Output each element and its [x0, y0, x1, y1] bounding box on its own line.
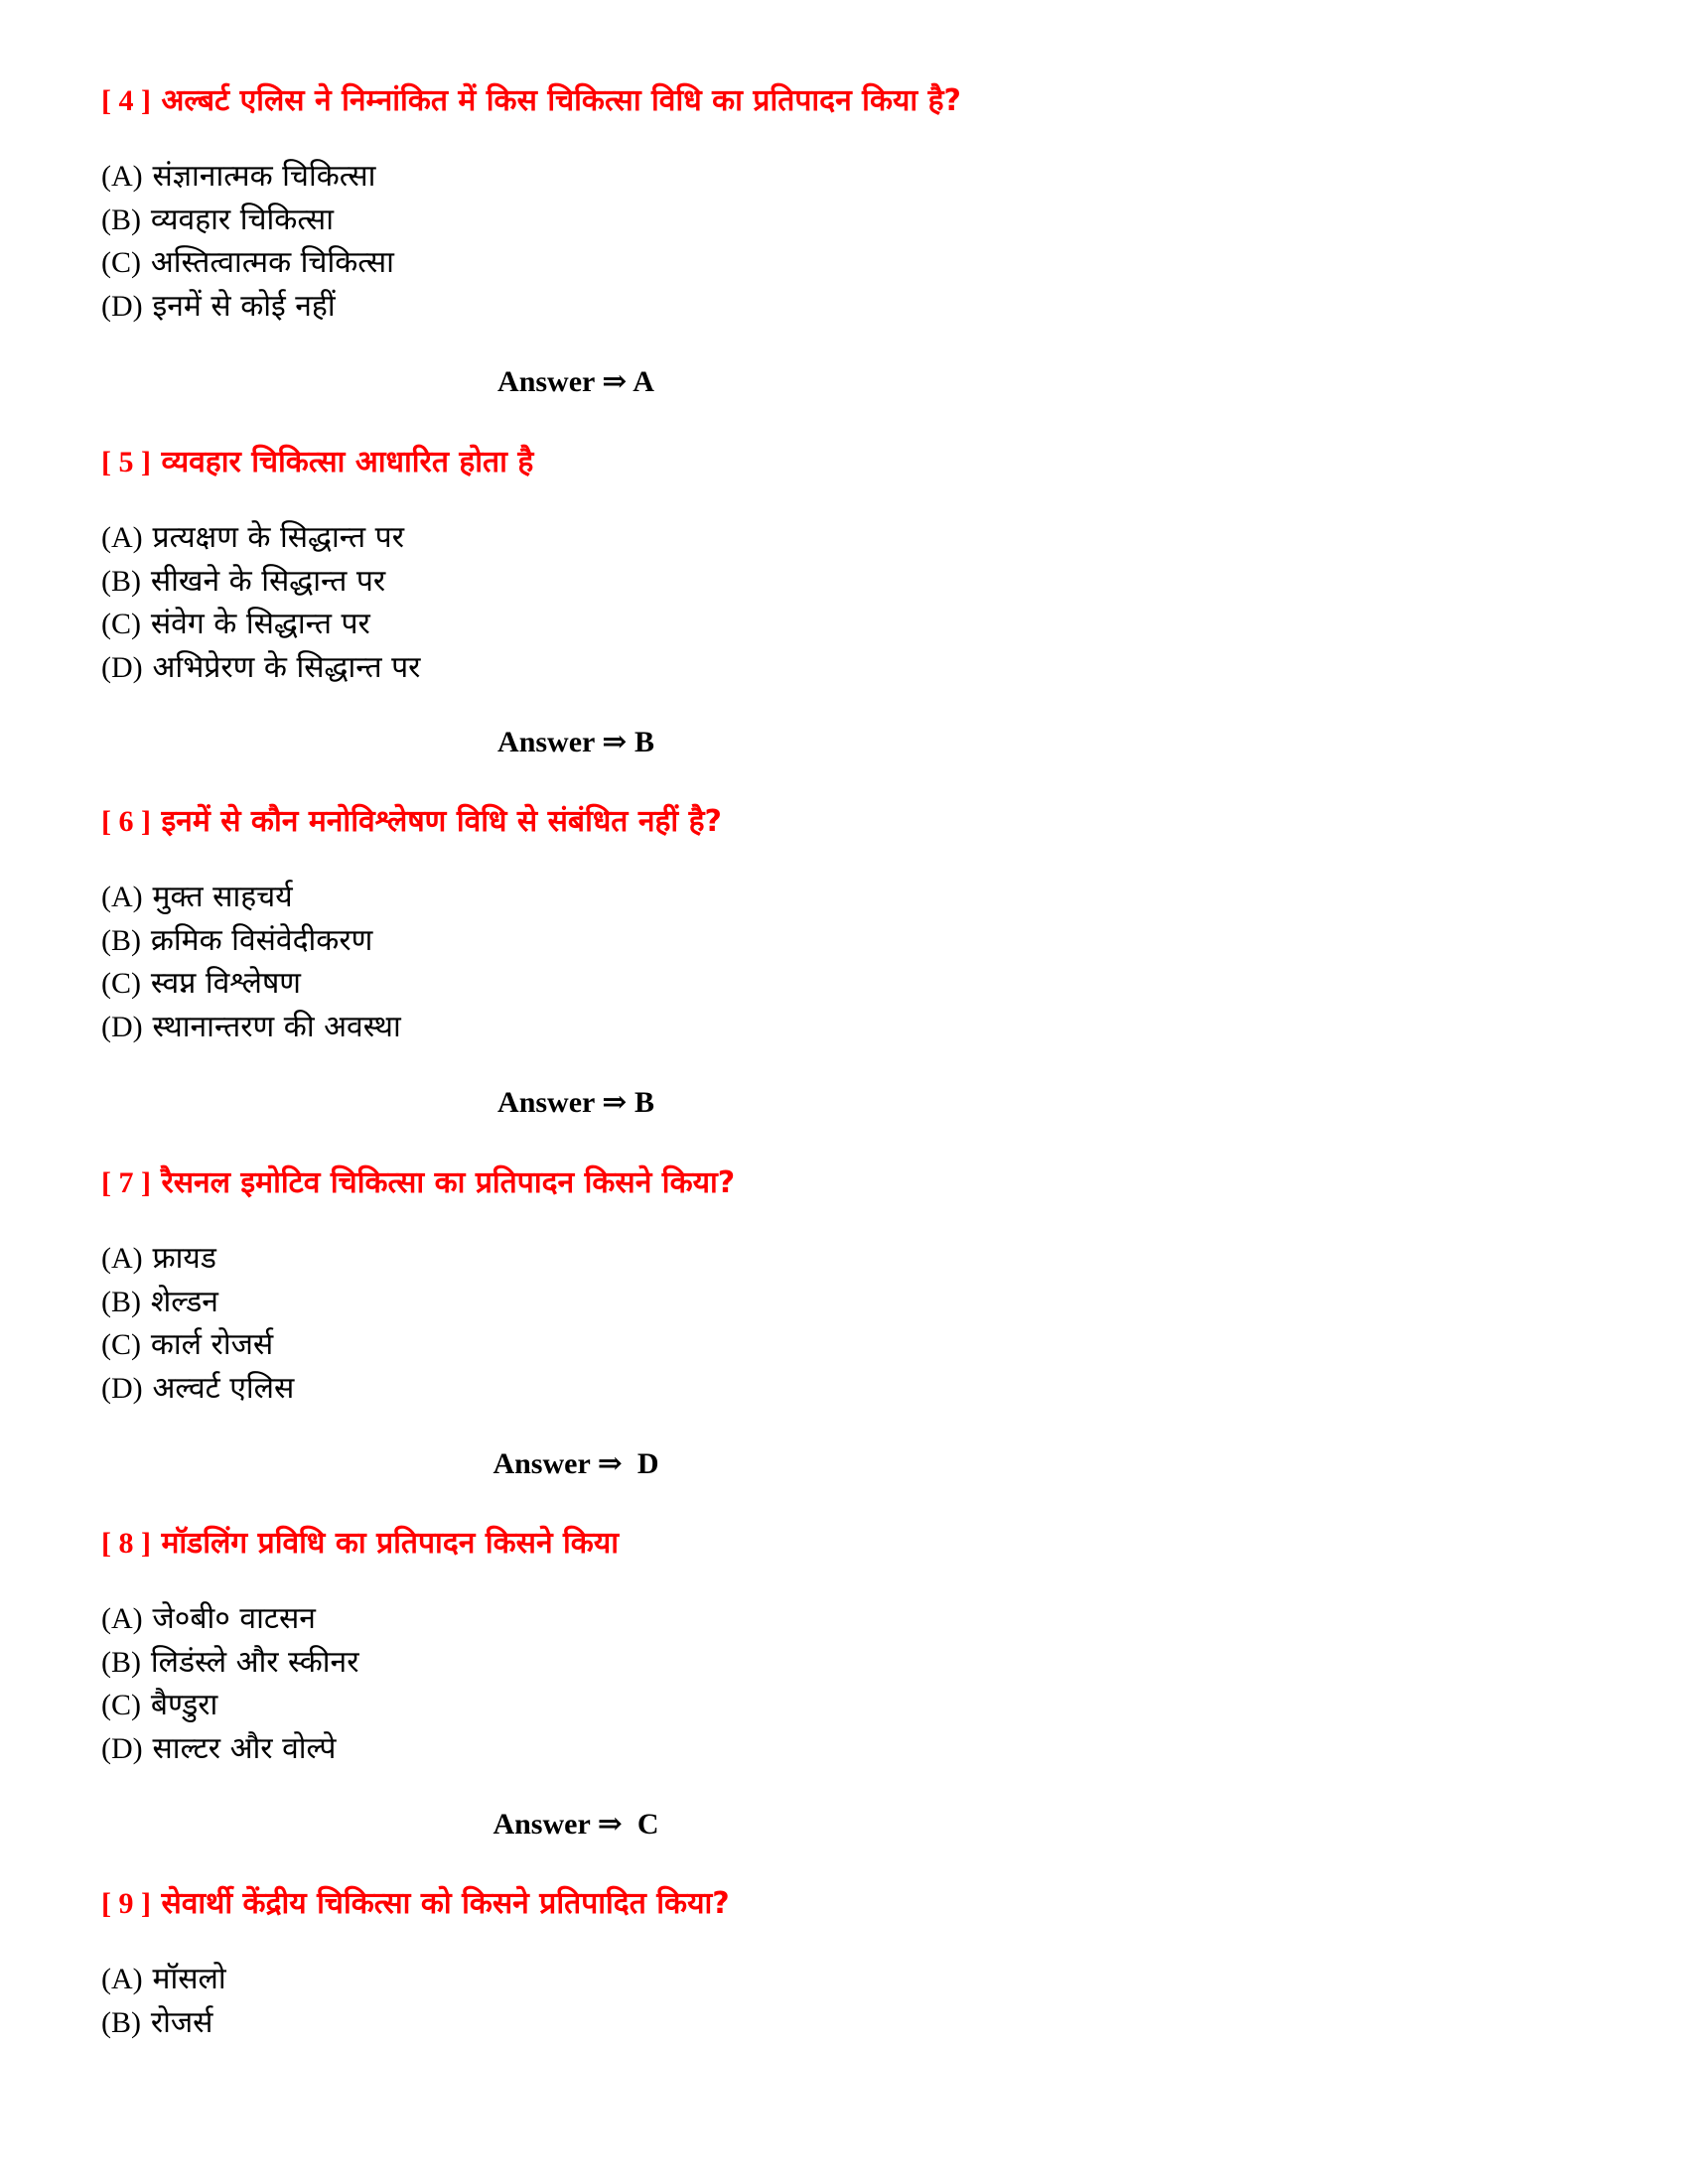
option-letter: (D): [101, 1731, 143, 1765]
option-letter: (A): [101, 160, 143, 193]
option-letter: (B): [101, 2005, 141, 2039]
option-c: [101, 603, 1591, 646]
option-letter: (A): [101, 881, 143, 913]
question-4: [101, 81, 1591, 328]
option-text: अल्वर्ट एलिस: [152, 1370, 295, 1406]
option-b: [101, 199, 1591, 242]
question-9: [101, 1884, 1591, 2044]
question-title: [101, 81, 1591, 121]
options-list: [101, 516, 1591, 689]
option-text: संज्ञानात्मक चिकित्सा: [152, 159, 376, 194]
question-number: [ 7 ]: [101, 1166, 151, 1199]
option-text: साल्टर और वोल्पे: [152, 1730, 337, 1766]
option-letter: (A): [101, 1602, 143, 1635]
option-letter: (D): [101, 289, 143, 323]
option-a: [101, 516, 1591, 560]
question-title: [101, 1163, 1591, 1203]
option-letter: (B): [101, 203, 141, 236]
option-text: इनमें से कोई नहीं: [152, 288, 336, 324]
option-text: कार्ल रोजर्स: [150, 1327, 274, 1362]
option-text: मुक्त साहचर्य: [152, 880, 293, 914]
option-d: [101, 1367, 1591, 1411]
option-d: [101, 646, 1591, 690]
option-letter: (B): [101, 1645, 141, 1679]
option-text: अभिप्रेरण के सिद्धान्त पर: [152, 649, 421, 685]
option-text: संवेग के सिद्धान्त पर: [150, 607, 370, 641]
option-text: रोजर्स: [150, 2004, 213, 2040]
option-c: [101, 962, 1591, 1006]
answer-5: Answer ⇒ B: [497, 726, 654, 758]
question-5: [101, 443, 1591, 689]
option-text: क्रमिक विसंवेदीकरण: [150, 922, 373, 958]
options-list: [101, 1597, 1591, 1770]
option-letter: (C): [101, 967, 141, 1000]
options-list: [101, 1958, 1591, 2044]
answer-4: Answer ⇒ A: [497, 365, 654, 398]
question-6: [101, 802, 1591, 1048]
question-text: मॉडलिंग प्रविधि का प्रतिपादन किसने किया: [161, 1526, 620, 1561]
option-text: स्थानान्तरण की अवस्था: [152, 1009, 401, 1044]
option-text: मॉसलो: [152, 1962, 226, 1996]
option-a: [101, 1597, 1591, 1641]
option-letter: (C): [101, 608, 141, 640]
option-d: [101, 1727, 1591, 1771]
question-number: [ 4 ]: [101, 84, 151, 117]
option-a: [101, 155, 1591, 199]
option-letter: (D): [101, 1371, 143, 1405]
options-list: [101, 876, 1591, 1048]
option-a: [101, 1237, 1591, 1281]
option-letter: (D): [101, 650, 143, 684]
option-letter: (C): [101, 246, 141, 279]
question-number: [ 8 ]: [101, 1527, 151, 1560]
question-title: [101, 1524, 1591, 1564]
option-letter: (A): [101, 1242, 143, 1275]
question-title: [101, 1884, 1591, 1924]
question-text: इनमें से कौन मनोविश्लेषण विधि से संबंधित नहीं है?: [161, 804, 722, 839]
option-letter: (B): [101, 1285, 141, 1318]
answer-6: Answer ⇒ B: [497, 1086, 654, 1119]
options-list: [101, 155, 1591, 328]
question-text: व्यवहार चिकित्सा आधारित होता है: [161, 445, 534, 479]
option-text: प्रत्यक्षण के सिद्धान्त पर: [152, 520, 404, 555]
option-text: लिडंस्ले और स्कीनर: [150, 1644, 359, 1680]
option-letter: (C): [101, 1689, 141, 1721]
option-text: फ्रायड: [152, 1241, 216, 1276]
question-8: [101, 1524, 1591, 1770]
option-b: [101, 1281, 1591, 1324]
option-c: [101, 241, 1591, 285]
option-text: बैण्डुरा: [150, 1688, 218, 1722]
option-c: [101, 1684, 1591, 1727]
option-d: [101, 285, 1591, 329]
option-letter: (C): [101, 1328, 141, 1361]
option-text: स्वप्न विश्लेषण: [150, 966, 301, 1001]
answer-8: Answer ⇒ C: [492, 1808, 659, 1841]
option-b: [101, 2001, 1591, 2045]
option-text: शेल्डन: [150, 1284, 218, 1319]
option-a: [101, 876, 1591, 919]
option-text: सीखने के सिद्धान्त पर: [150, 563, 386, 599]
option-d: [101, 1006, 1591, 1049]
question-text: अल्बर्ट एलिस ने निम्नांकित में किस चिकित्सा विधि का प्रतिपादन किया है?: [161, 83, 961, 118]
option-letter: (A): [101, 1963, 143, 1995]
option-letter: (B): [101, 564, 141, 598]
option-b: [101, 1641, 1591, 1685]
question-number: [ 5 ]: [101, 446, 151, 478]
question-title: [101, 443, 1591, 482]
options-list: [101, 1237, 1591, 1410]
question-7: [101, 1163, 1591, 1410]
question-number: [ 6 ]: [101, 805, 151, 838]
option-letter: (B): [101, 923, 141, 957]
question-text: रैसनल इमोटिव चिकित्सा का प्रतिपादन किसने किया?: [161, 1165, 736, 1200]
option-text: जे०बी० वाटसन: [152, 1601, 316, 1636]
question-text: सेवार्थी केंद्रीय चिकित्सा को किसने प्रतिपादित किया?: [161, 1886, 730, 1921]
option-b: [101, 560, 1591, 604]
option-text: अस्तित्वात्मक चिकित्सा: [150, 245, 394, 280]
question-number: [ 9 ]: [101, 1887, 151, 1920]
option-c: [101, 1323, 1591, 1367]
option-letter: (A): [101, 521, 143, 554]
option-b: [101, 919, 1591, 963]
answer-7: Answer ⇒ D: [492, 1447, 659, 1480]
option-letter: (D): [101, 1010, 143, 1043]
option-a: [101, 1958, 1591, 2001]
question-title: [101, 802, 1591, 842]
option-text: व्यवहार चिकित्सा: [150, 202, 334, 237]
